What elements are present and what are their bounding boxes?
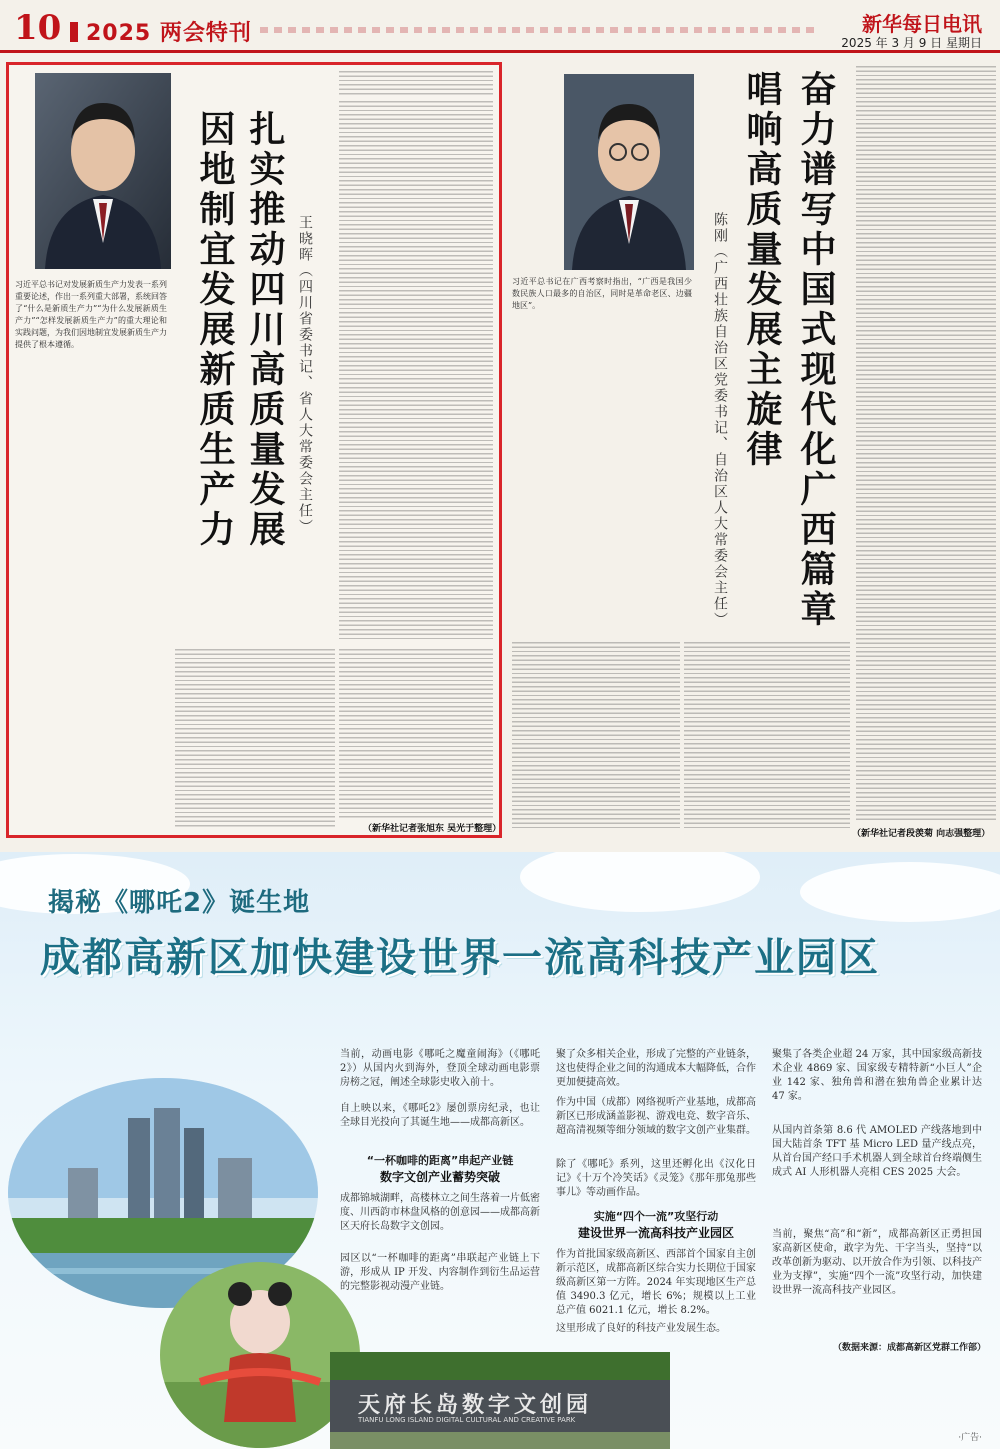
cloud-decoration	[520, 852, 760, 912]
article-text-block	[339, 101, 493, 641]
article-author: 王晓晖（四川省委书记、省人大常委会主任）	[297, 215, 313, 535]
feature-chengdu	[0, 852, 1000, 1449]
feature-paragraph: 当前，聚焦“高”和“新”，成都高新区正勇担国家高新区使命，敢字为先、干字当头，坚持“以改革创新为驱动、以开放合作为引领、以科技产业为支撑”，实施“四个一流”攻坚行动，加快建设世界一流高科技产业园区。	[772, 1229, 982, 1296]
page-number-bar	[70, 22, 78, 42]
header-decoration	[260, 27, 820, 33]
section-title: 2025 两会特刊	[86, 21, 252, 46]
article-text-block	[339, 649, 493, 819]
cloud-decoration	[800, 862, 1000, 922]
feature-subhead: “一杯咖啡的距离”串起产业链	[366, 1154, 514, 1167]
article-text-block	[512, 642, 680, 828]
feature-source: （数据来源：成都高新区党群工作部）	[832, 1343, 986, 1353]
park-gate-sign: 天府长岛数字文创园	[358, 1393, 593, 1418]
feature-paragraph: 自上映以来，《哪吒2》屡创票房纪录，也让全球目光投向了其诞生地——成都高新区。	[340, 1103, 540, 1128]
feature-paragraph: 作为中国（成都）网络视听产业基地，成都高新区已形成涵盖影视、游戏电竞、数字音乐、超高清视频等细分领域的数字文创产业集群。	[556, 1097, 756, 1136]
issue-date: 2025 年 3 月 9 日 星期日	[841, 36, 982, 50]
feature-paragraph: 园区以“一杯咖啡的距离”串联起产业链上下游，形成从 IP 开发、内容制作到衍生品运营的完整影视动漫产业链。	[340, 1253, 540, 1292]
article-title-line2: 唱响高质量发展主旋律	[741, 70, 783, 470]
feature-paragraph: 聚集了各类企业超 24 万家，其中国家级高新技术企业 4869 家、国家级专精特新“小巨人”企业 142 家、独角兽和潜在独角兽企业累计达 47 家。	[772, 1049, 982, 1102]
portrait-photo	[564, 74, 694, 270]
article-text-block	[856, 66, 996, 822]
article-byline: （新华社记者张旭东 吴光于整理）	[363, 824, 502, 834]
article-text-block	[175, 649, 335, 829]
feature-paragraph: 作为首批国家级高新区、西部首个国家自主创新示范区，成都高新区综合实力长期位于国家级高新区第一方阵。2024 年实现地区生产总值 3490.3 亿元，增长 6%；规模以上工业总产值 6021.1 亿元，增长 8.2%。	[556, 1249, 756, 1316]
article-byline: （新华社记者段羡菊 向志强整理）	[852, 829, 991, 839]
article-guangxi	[512, 62, 850, 642]
newspaper-brand: 新华每日电讯	[862, 12, 982, 36]
article-lead: 习近平总书记在广西考察时指出，“广西是我国少数民族人口最多的自治区，同时是革命老区、边疆地区”。	[512, 277, 692, 310]
feature-headline: 成都高新区加快建设世界一流高科技产业园区	[40, 935, 880, 981]
feature-paragraph: 成都锦城湖畔，高楼林立之间生落着一片低密度、川西韵市林盘风格的创意园——成都高新区天府长岛数字文创园。	[340, 1193, 540, 1232]
feature-paragraph: 当前，动画电影《哪吒之魔童闹海》（《哪吒2》）从国内火到海外，登顶全球动画电影票房榜之冠，阐述全球影史收入前十。	[340, 1049, 540, 1088]
feature-subhead: 建设世界一流高科技产业园区	[577, 1226, 734, 1240]
article-text-block	[684, 642, 850, 828]
article-title-line2: 因地制宜发展新质生产力	[194, 110, 236, 550]
page-number: 10	[14, 8, 62, 48]
article-title-line1: 扎实推动四川高质量发展	[244, 110, 286, 550]
article-sichuan	[6, 62, 502, 838]
article-lead: 习近平总书记对发展新质生产力发表一系列重要论述，作出一系列重大部署，系统回答了“什么是新质生产力”“为什么发展新质生产力”“怎样发展新质生产力”的重大理论和实践问题，为我们因地制宜发展新质生产力提供了根本遵循。	[15, 280, 167, 349]
header-rule	[0, 50, 1000, 53]
portrait-photo	[35, 73, 171, 269]
article-title-line1: 奋力谱写中国式现代化广西篇章	[795, 70, 837, 630]
page-header	[0, 0, 1000, 50]
article-text-block	[339, 71, 493, 95]
feature-kicker: 揭秘《哪吒2》诞生地	[48, 888, 311, 918]
feature-paragraph: 这里形成了良好的科技产业发展生态。	[556, 1323, 726, 1334]
ad-label: ·广告·	[958, 1433, 982, 1443]
article-author: 陈刚（广西壮族自治区党委书记、自治区人大常委会主任）	[712, 212, 728, 628]
feature-paragraph: 除了《哪吒》系列，这里还孵化出《汉化日记》《十万个冷笑话》《灵笼》《那年那兔那些事儿》等动画作品。	[556, 1159, 756, 1198]
feature-paragraph: 从国内首条第 8.6 代 AMOLED 产线落地到中国大陆首条 TFT 基 Micro LED 量产线点亮，从首台国产经口手术机器人到全球首台终端侧生成式 AI 人形机器人亮相 CES 2025 大会。	[772, 1125, 982, 1178]
park-gate-sign-en: TIANFU LONG ISLAND DIGITAL CULTURAL AND CREATIVE PARK	[358, 1416, 576, 1424]
feature-paragraph: 聚了众多相关企业，形成了完整的产业链条，这也使得企业之间的沟通成本大幅降低，合作更加便捷高效。	[556, 1049, 756, 1088]
feature-subhead: 实施“四个一流”攻坚行动	[593, 1210, 719, 1223]
feature-subhead: 数字文创产业蓄势突破	[379, 1170, 500, 1184]
park-gate-image	[330, 1352, 670, 1449]
